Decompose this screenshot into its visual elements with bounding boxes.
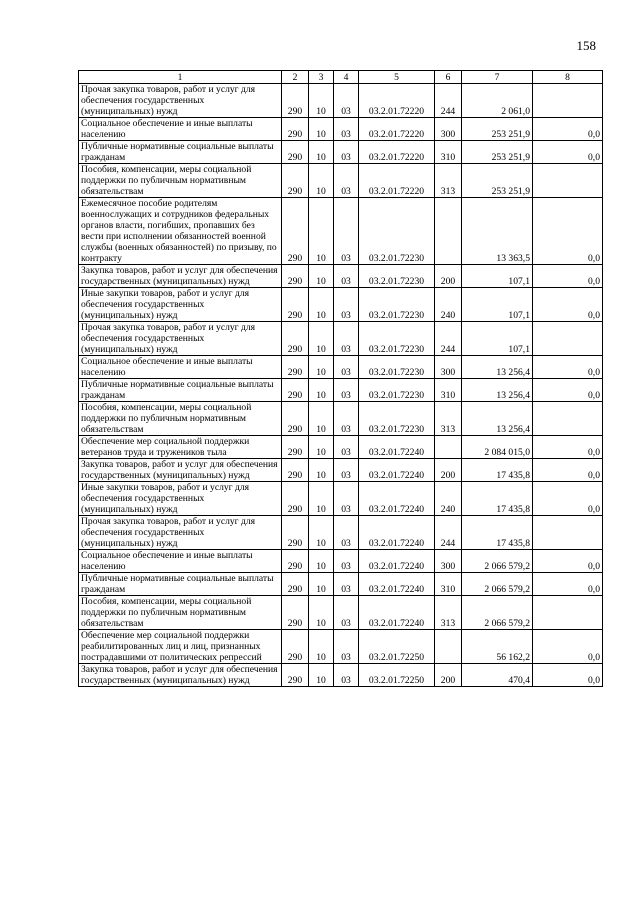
row-name-cell: Прочая закупка товаров, работ и услуг для обеспечения государственных (муниципальных) нужд [79,322,282,356]
col5-cell: 03.2.01.72220 [359,84,435,118]
col2-cell: 290 [282,379,309,402]
col6-cell [435,198,462,265]
col4-cell: 03 [334,379,359,402]
col3-cell: 10 [309,198,334,265]
col8-cell [533,596,603,630]
col2-cell: 290 [282,550,309,573]
table-row [79,516,603,550]
col4-cell: 03 [334,516,359,550]
col4-cell: 03 [334,288,359,322]
table-row [79,84,603,118]
col6-cell: 200 [435,265,462,288]
col3-cell: 10 [309,164,334,198]
col7-cell: 2 061,0 [462,84,533,118]
col5-cell: 03.2.01.72250 [359,630,435,664]
col3-cell: 10 [309,84,334,118]
col6-cell: 310 [435,573,462,596]
col7-cell: 107,1 [462,322,533,356]
col8-cell: 0,0 [533,630,603,664]
col7-cell: 107,1 [462,265,533,288]
col5-cell: 03.2.01.72220 [359,164,435,198]
col8-cell [533,516,603,550]
table-row [79,596,603,630]
table-row [79,664,603,687]
table-row [79,436,603,459]
col6-cell: 244 [435,84,462,118]
col6-cell: 310 [435,379,462,402]
table-row [79,265,603,288]
header-cell: 3 [309,71,334,84]
col4-cell: 03 [334,573,359,596]
table-row [79,322,603,356]
col2-cell: 290 [282,402,309,436]
col7-cell: 2 066 579,2 [462,550,533,573]
row-name-cell: Закупка товаров, работ и услуг для обеспечения государственных (муниципальных) нужд [79,265,282,288]
col7-cell: 13 256,4 [462,379,533,402]
row-name-cell: Социальное обеспечение и иные выплаты населению [79,550,282,573]
col4-cell: 03 [334,596,359,630]
col3-cell: 10 [309,356,334,379]
col2-cell: 290 [282,630,309,664]
col5-cell: 03.2.01.72230 [359,198,435,265]
col8-cell: 0,0 [533,459,603,482]
col2-cell: 290 [282,482,309,516]
col3-cell: 10 [309,402,334,436]
col3-cell: 10 [309,379,334,402]
col3-cell: 10 [309,322,334,356]
col4-cell: 03 [334,164,359,198]
col2-cell: 290 [282,265,309,288]
header-cell: 2 [282,71,309,84]
col8-cell [533,402,603,436]
row-name-cell: Социальное обеспечение и иные выплаты населению [79,118,282,141]
header-cell: 5 [359,71,435,84]
col6-cell: 313 [435,596,462,630]
budget-table [78,70,603,687]
table-row [79,482,603,516]
col5-cell: 03.2.01.72250 [359,664,435,687]
col7-cell: 17 435,8 [462,516,533,550]
col8-cell: 0,0 [533,198,603,265]
col6-cell: 244 [435,516,462,550]
table-row [79,164,603,198]
col2-cell: 290 [282,356,309,379]
col2-cell: 290 [282,516,309,550]
col8-cell: 0,0 [533,573,603,596]
col6-cell [435,630,462,664]
col3-cell: 10 [309,459,334,482]
col4-cell: 03 [334,198,359,265]
col8-cell: 0,0 [533,288,603,322]
table-row [79,459,603,482]
col7-cell: 107,1 [462,288,533,322]
table-row [79,573,603,596]
col6-cell: 244 [435,322,462,356]
row-name-cell: Прочая закупка товаров, работ и услуг для обеспечения государственных (муниципальных) нужд [79,516,282,550]
col8-cell: 0,0 [533,356,603,379]
col7-cell: 2 084 015,0 [462,436,533,459]
col4-cell: 03 [334,322,359,356]
col5-cell: 03.2.01.72230 [359,322,435,356]
table-row [79,288,603,322]
col5-cell: 03.2.01.72230 [359,265,435,288]
col8-cell: 0,0 [533,664,603,687]
col2-cell: 290 [282,436,309,459]
header-cell: 8 [533,71,603,84]
col2-cell: 290 [282,459,309,482]
header-cell: 4 [334,71,359,84]
table-row [79,356,603,379]
col6-cell: 313 [435,402,462,436]
row-name-cell: Публичные нормативные социальные выплаты гражданам [79,141,282,164]
col7-cell: 470,4 [462,664,533,687]
table-row [79,198,603,265]
row-name-cell: Пособия, компенсации, меры социальной поддержки по публичным нормативным обязательствам [79,402,282,436]
col5-cell: 03.2.01.72240 [359,550,435,573]
col4-cell: 03 [334,630,359,664]
col4-cell: 03 [334,402,359,436]
col7-cell: 56 162,2 [462,630,533,664]
col6-cell: 240 [435,288,462,322]
col5-cell: 03.2.01.72230 [359,379,435,402]
col5-cell: 03.2.01.72220 [359,118,435,141]
row-name-cell: Социальное обеспечение и иные выплаты населению [79,356,282,379]
col5-cell: 03.2.01.72240 [359,436,435,459]
col7-cell: 13 363,5 [462,198,533,265]
col4-cell: 03 [334,459,359,482]
row-name-cell: Закупка товаров, работ и услуг для обеспечения государственных (муниципальных) нужд [79,664,282,687]
table-row [79,379,603,402]
col8-cell: 0,0 [533,141,603,164]
row-name-cell: Обеспечение мер социальной поддержки ветеранов труда и тружеников тыла [79,436,282,459]
header-cell: 6 [435,71,462,84]
table-row [79,550,603,573]
row-name-cell: Прочая закупка товаров, работ и услуг для обеспечения государственных (муниципальных) нужд [79,84,282,118]
col8-cell [533,322,603,356]
col5-cell: 03.2.01.72240 [359,596,435,630]
col3-cell: 10 [309,141,334,164]
col4-cell: 03 [334,664,359,687]
row-name-cell: Ежемесячное пособие родителям военнослужащих и сотрудников федеральных органов власти, погибших, пропавших без вести при исполнении обязанностей военной службы (военных обязанностей) по призыву, по контракту [79,198,282,265]
col7-cell: 253 251,9 [462,141,533,164]
col6-cell: 300 [435,356,462,379]
col5-cell: 03.2.01.72220 [359,141,435,164]
col6-cell: 300 [435,118,462,141]
col6-cell: 200 [435,664,462,687]
table-header-row [79,71,603,84]
col2-cell: 290 [282,664,309,687]
col3-cell: 10 [309,516,334,550]
col4-cell: 03 [334,550,359,573]
col6-cell: 310 [435,141,462,164]
col7-cell: 2 066 579,2 [462,596,533,630]
col6-cell: 200 [435,459,462,482]
col4-cell: 03 [334,482,359,516]
col2-cell: 290 [282,118,309,141]
col4-cell: 03 [334,356,359,379]
table-body [79,84,603,687]
row-name-cell: Иные закупки товаров, работ и услуг для обеспечения государственных (муниципальных) нужд [79,288,282,322]
col4-cell: 03 [334,141,359,164]
col6-cell: 313 [435,164,462,198]
row-name-cell: Пособия, компенсации, меры социальной поддержки по публичным нормативным обязательствам [79,164,282,198]
col7-cell: 253 251,9 [462,118,533,141]
row-name-cell: Публичные нормативные социальные выплаты гражданам [79,379,282,402]
row-name-cell: Публичные нормативные социальные выплаты гражданам [79,573,282,596]
col3-cell: 10 [309,118,334,141]
col8-cell: 0,0 [533,436,603,459]
col7-cell: 13 256,4 [462,356,533,379]
col2-cell: 290 [282,198,309,265]
col5-cell: 03.2.01.72230 [359,402,435,436]
col4-cell: 03 [334,118,359,141]
row-name-cell: Пособия, компенсации, меры социальной поддержки по публичным нормативным обязательствам [79,596,282,630]
col3-cell: 10 [309,596,334,630]
col4-cell: 03 [334,436,359,459]
table-row [79,141,603,164]
col5-cell: 03.2.01.72230 [359,356,435,379]
col2-cell: 290 [282,288,309,322]
row-name-cell: Иные закупки товаров, работ и услуг для обеспечения государственных (муниципальных) нужд [79,482,282,516]
col7-cell: 253 251,9 [462,164,533,198]
col5-cell: 03.2.01.72240 [359,573,435,596]
table-row [79,402,603,436]
table-row [79,118,603,141]
col4-cell: 03 [334,265,359,288]
page-number: 158 [576,38,596,53]
col3-cell: 10 [309,664,334,687]
col8-cell [533,84,603,118]
col7-cell: 13 256,4 [462,402,533,436]
col7-cell: 17 435,8 [462,459,533,482]
col4-cell: 03 [334,84,359,118]
col5-cell: 03.2.01.72240 [359,459,435,482]
header-cell: 7 [462,71,533,84]
col8-cell: 0,0 [533,482,603,516]
col6-cell: 300 [435,550,462,573]
col8-cell: 0,0 [533,118,603,141]
col2-cell: 290 [282,322,309,356]
col3-cell: 10 [309,573,334,596]
col3-cell: 10 [309,288,334,322]
row-name-cell: Обеспечение мер социальной поддержки реабилитированных лиц и лиц, признанных пострадавшими от политических репрессий [79,630,282,664]
col3-cell: 10 [309,482,334,516]
col3-cell: 10 [309,436,334,459]
col8-cell: 0,0 [533,379,603,402]
col3-cell: 10 [309,265,334,288]
col8-cell: 0,0 [533,265,603,288]
col7-cell: 2 066 579,2 [462,573,533,596]
col7-cell: 17 435,8 [462,482,533,516]
col6-cell [435,436,462,459]
col2-cell: 290 [282,573,309,596]
col2-cell: 290 [282,596,309,630]
col6-cell: 240 [435,482,462,516]
col5-cell: 03.2.01.72240 [359,516,435,550]
header-cell: 1 [79,71,282,84]
col2-cell: 290 [282,84,309,118]
col3-cell: 10 [309,630,334,664]
col2-cell: 290 [282,141,309,164]
col8-cell [533,164,603,198]
col5-cell: 03.2.01.72240 [359,482,435,516]
col8-cell: 0,0 [533,550,603,573]
col2-cell: 290 [282,164,309,198]
col3-cell: 10 [309,550,334,573]
col5-cell: 03.2.01.72230 [359,288,435,322]
table-row [79,630,603,664]
row-name-cell: Закупка товаров, работ и услуг для обеспечения государственных (муниципальных) нужд [79,459,282,482]
